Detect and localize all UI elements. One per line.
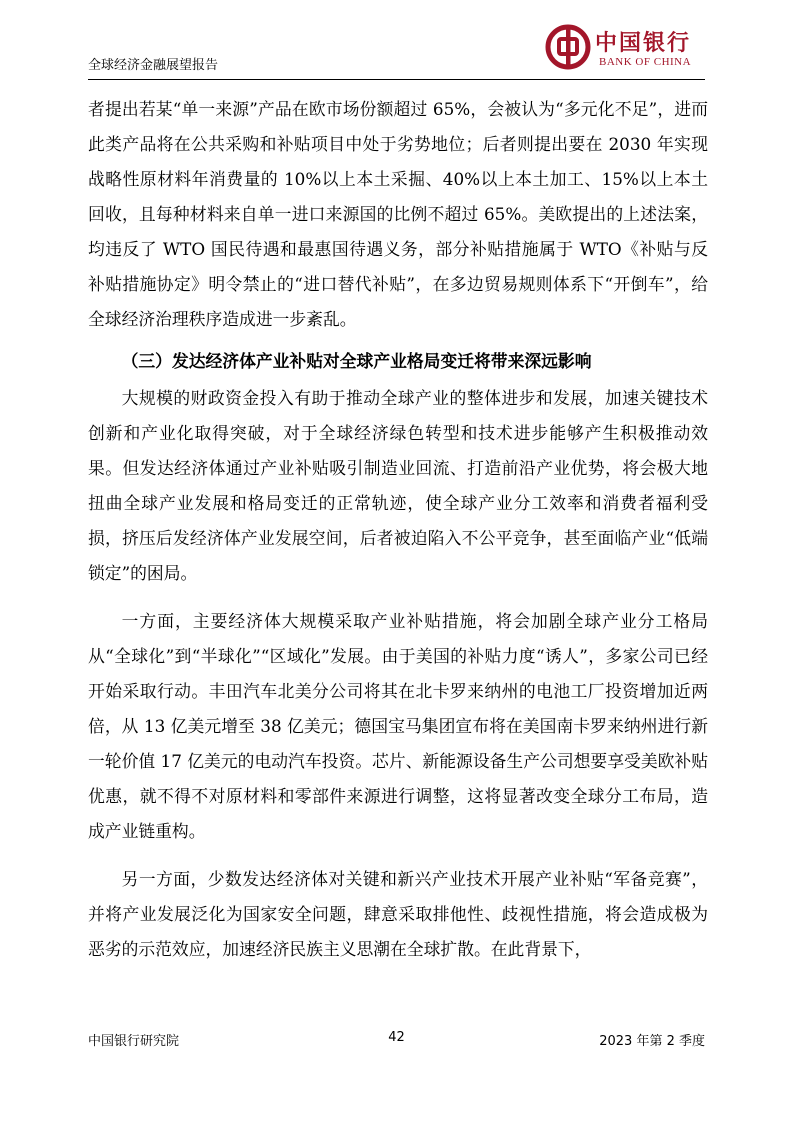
bank-logo	[545, 24, 705, 74]
paragraph: 大规模的财政资金投入有助于推动全球产业的整体进步和发展，加速关键技术创新和产业化取得突破，对于全球经济绿色转型和技术进步能够产生积极推动效果。但发达经济体通过产业补贴吸引制造业回流、打造前沿产业优势，将会极大地扭曲全球产业发展和格局变迁的正常轨迹，使全球产业分工效率和消费者福利受损，挤压后发经济体产业发展空间，后者被迫陷入不公平竞争，甚至面临产业“低端锁定”的困局。	[88, 388, 708, 583]
page-body	[88, 92, 708, 967]
logo-name-cn: 中国银行	[595, 30, 692, 56]
paragraph-continuation: 者提出若某“单一来源”产品在欧市场份额超过 65%，会被认为“多元化不足”，进而此类产品将在公共采购和补贴项目中处于劣势地位；后者则提出要在 2030 年实现战略性原材料年消费量的 10%以上本土采掘、40%以上本土加工、15%以上本土回收，且每种材料来自单一进口来源国的比例不超过 65%。美欧提出的上述法案，均违反了 WTO 国民待遇和最惠国待遇义务，部分补贴措施属于 WTO《补贴与反补贴措施协定》明令禁止的“进口替代补贴”，在多边贸易规则体系下“开倒车”，给全球经济治理秩序造成进一步紊乱。	[88, 99, 708, 329]
footer-period: 2023 年第 2 季度	[599, 1034, 705, 1049]
footer-institute: 中国银行研究院	[88, 1034, 180, 1049]
section-heading: （三）发达经济体产业补贴对全球产业格局变迁将带来深远影响	[121, 351, 592, 371]
paragraph: 另一方面，少数发达经济体对关键和新兴产业技术开展产业补贴“军备竞赛”，并将产业发展泛化为国家安全问题，肆意采取排他性、歧视性措施，将会造成极为恶劣的示范效应，加速经济民族主义思潮在全球扩散。在此背景下，	[88, 869, 708, 959]
paragraph: 一方面，主要经济体大规模采取产业补贴措施，将会加剧全球产业分工格局从“全球化”到“半球化”“区域化”发展。由于美国的补贴力度“诱人”，多家公司已经开始采取行动。丰田汽车北美分公司将其在北卡罗来纳州的电池工厂投资增加近两倍，从 13 亿美元增至 38 亿美元；德国宝马集团宣布将在美国南卡罗来纳州进行新一轮价值 17 亿美元的电动汽车投资。芯片、新能源设备生产公司想要享受美欧补贴优惠，就不得不对原材料和零部件来源进行调整，这将显著改变全球分工布局，造成产业链重构。	[88, 611, 708, 841]
report-title: 全球经济金融展望报告	[88, 58, 219, 73]
page-header	[88, 20, 705, 78]
logo-name-en: BANK OF CHINA	[599, 56, 692, 68]
bank-of-china-logo-icon	[545, 24, 591, 70]
page-number: 42	[388, 1030, 405, 1045]
header-divider	[88, 79, 705, 80]
